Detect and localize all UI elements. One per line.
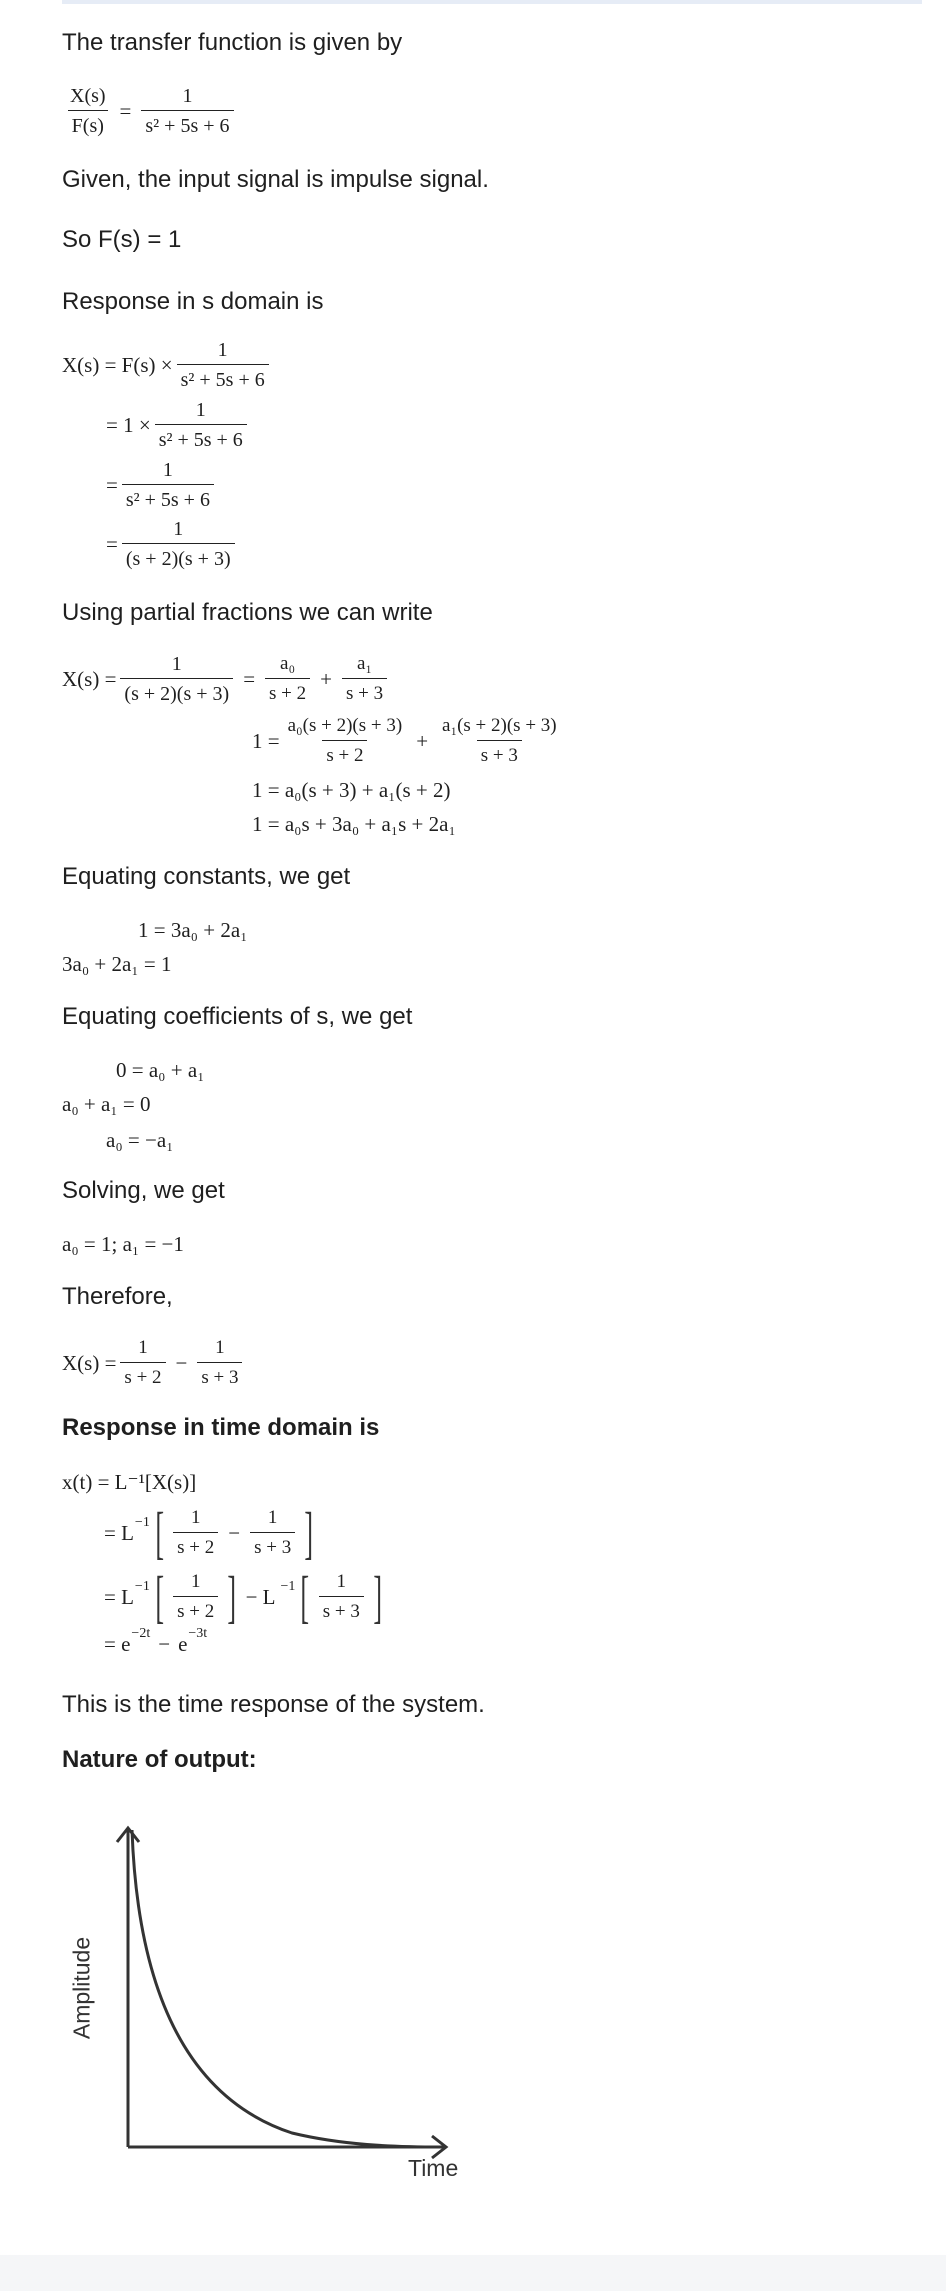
input-signal-text: Given, the input signal is impulse signal. bbox=[62, 166, 489, 193]
solving-heading: Solving, we get bbox=[62, 1177, 225, 1204]
equals-sign: = bbox=[106, 473, 118, 497]
frac-num: 1 bbox=[162, 459, 173, 481]
xt-line-2: = L −1 [ $\frac{1}{s + 2}$ − $\frac{1}{s + 3}$ ] bbox=[104, 1500, 314, 1565]
frac-num: a₁(s + 2)(s + 3) bbox=[442, 715, 557, 736]
minus-sign: − bbox=[175, 1351, 188, 1375]
pf-line-3: 1 = a₀(s + 3) + a₁(s + 2) bbox=[252, 778, 451, 802]
plus-sign: + bbox=[416, 729, 429, 753]
pf-line-4: 1 = a₀s + 3a₀ + a₁s + 2a₁ bbox=[252, 812, 456, 836]
coef-line-3: a₀ = −a₁ bbox=[106, 1128, 174, 1152]
equals-sign: = bbox=[243, 667, 256, 691]
frac-den: s + 2 bbox=[173, 1532, 218, 1560]
frac-den: s + 3 bbox=[319, 1596, 364, 1624]
xs-line-3 bbox=[106, 458, 218, 512]
frac-den: s + 2 bbox=[173, 1596, 218, 1624]
inverse-superscript: −1 bbox=[134, 1515, 150, 1530]
transfer-function-equation bbox=[62, 84, 238, 138]
tf-denominator: F(s) bbox=[68, 110, 108, 138]
bottom-band bbox=[0, 2255, 946, 2291]
frac-num: 1 bbox=[217, 339, 228, 361]
exponent-neg-2t: −2t bbox=[131, 1626, 151, 1641]
xs-lhs: X(s) = bbox=[62, 667, 117, 691]
coef-line-2: a₀ + a₁ = 0 bbox=[62, 1092, 151, 1116]
inverse-superscript: −1 bbox=[134, 1579, 150, 1594]
plus-sign: + bbox=[320, 667, 332, 691]
response-time-domain-heading: Response in time domain is bbox=[62, 1414, 380, 1441]
frac-num: 1 bbox=[336, 1571, 347, 1592]
frac-num: 1 bbox=[195, 399, 206, 421]
nature-of-output-heading: Nature of output: bbox=[62, 1746, 257, 1773]
minus-L: − L bbox=[245, 1585, 276, 1609]
pf-line-1 bbox=[62, 652, 391, 706]
frac-den: (s + 2)(s + 3) bbox=[122, 543, 235, 571]
one-eq: 1 = bbox=[252, 729, 280, 753]
frac-num: 1 bbox=[190, 1507, 201, 1528]
frac-num: a₀ bbox=[280, 653, 296, 674]
equals-sign: = bbox=[119, 99, 132, 123]
xt-line-3: = L −1 [ $\frac{1}{s + 2}$ ] − L −1 [ $\frac{1}{s + 3}$ ] bbox=[104, 1564, 382, 1629]
inverse-superscript: −1 bbox=[280, 1579, 296, 1594]
xt-line-4 bbox=[104, 1626, 208, 1656]
frac-num: a₁ bbox=[357, 653, 373, 674]
const-line-2: 3a₀ + 2a₁ = 1 bbox=[62, 952, 172, 976]
xs-line-4 bbox=[106, 517, 239, 571]
solution-line: a₀ = 1; a₁ = −1 bbox=[62, 1232, 184, 1256]
frac-den: s² + 5s + 6 bbox=[177, 364, 269, 392]
xs-final bbox=[62, 1336, 246, 1390]
eq-one-times: = 1 × bbox=[106, 413, 151, 437]
response-s-domain-heading: Response in s domain is bbox=[62, 288, 324, 315]
frac-den: s² + 5s + 6 bbox=[155, 424, 247, 452]
exponent-neg-3t: −3t bbox=[188, 1626, 208, 1641]
frac-den: s + 3 bbox=[477, 740, 522, 768]
minus-sign: − bbox=[158, 1632, 171, 1656]
xs-line-1 bbox=[62, 338, 273, 392]
frac-num: 1 bbox=[190, 1571, 201, 1592]
tf-numerator: X(s) bbox=[70, 85, 106, 107]
equating-constants-heading: Equating constants, we get bbox=[62, 863, 351, 890]
e-symbol: e bbox=[178, 1632, 188, 1656]
time-response-text: This is the time response of the system. bbox=[62, 1691, 485, 1718]
xs-lhs: X(s) = bbox=[62, 1351, 117, 1375]
frac-den: s + 2 bbox=[322, 740, 367, 768]
frac-den: s + 2 bbox=[120, 1362, 165, 1390]
frac-num: 1 bbox=[138, 1337, 148, 1358]
xs-line-2 bbox=[106, 398, 251, 452]
frac-num: 1 bbox=[171, 653, 182, 675]
intro-text: The transfer function is given by bbox=[62, 29, 403, 56]
const-line-1: 1 = 3a₀ + 2a₁ bbox=[138, 918, 248, 942]
partial-fractions-heading: Using partial fractions we can write bbox=[62, 599, 433, 626]
frac-num: 1 bbox=[173, 518, 184, 540]
minus-sign: − bbox=[228, 1521, 241, 1545]
f-equals-one-text: So F(s) = 1 bbox=[62, 226, 182, 253]
equals-sign: = bbox=[106, 532, 118, 556]
coef-line-1: 0 = a₀ + a₁ bbox=[116, 1058, 205, 1082]
eq-L: = L bbox=[104, 1585, 134, 1609]
frac-den: s + 3 bbox=[197, 1362, 242, 1390]
therefore-text: Therefore, bbox=[62, 1283, 173, 1310]
eq-L: = L bbox=[104, 1521, 134, 1545]
output-graph bbox=[62, 1800, 482, 2190]
xs-lhs: X(s) = F(s) × bbox=[62, 353, 173, 377]
x-axis-label: Time bbox=[408, 2155, 459, 2181]
frac-den: (s + 2)(s + 3) bbox=[120, 678, 233, 706]
frac-den: s + 3 bbox=[250, 1532, 295, 1560]
equating-coefficients-heading: Equating coefficients of s, we get bbox=[62, 1003, 413, 1030]
eq-e: = e bbox=[104, 1632, 131, 1656]
frac-num: a₀(s + 2)(s + 3) bbox=[287, 715, 403, 736]
response-curve bbox=[132, 1830, 442, 2147]
xt-line-1: x(t) = L⁻¹[X(s)] bbox=[62, 1470, 197, 1494]
tf-rhs-denominator: s² + 5s + 6 bbox=[141, 110, 233, 138]
frac-den: s² + 5s + 6 bbox=[122, 484, 214, 512]
tf-rhs-numerator: 1 bbox=[182, 85, 193, 107]
pf-line-2 bbox=[252, 714, 565, 768]
top-divider bbox=[62, 0, 922, 4]
y-axis-label: Amplitude bbox=[68, 1936, 95, 2040]
frac-den: s + 3 bbox=[342, 678, 387, 706]
frac-den: s + 2 bbox=[265, 678, 310, 706]
decay-curve-plot bbox=[62, 1800, 482, 2190]
frac-num: 1 bbox=[267, 1507, 278, 1528]
frac-num: 1 bbox=[215, 1337, 225, 1358]
